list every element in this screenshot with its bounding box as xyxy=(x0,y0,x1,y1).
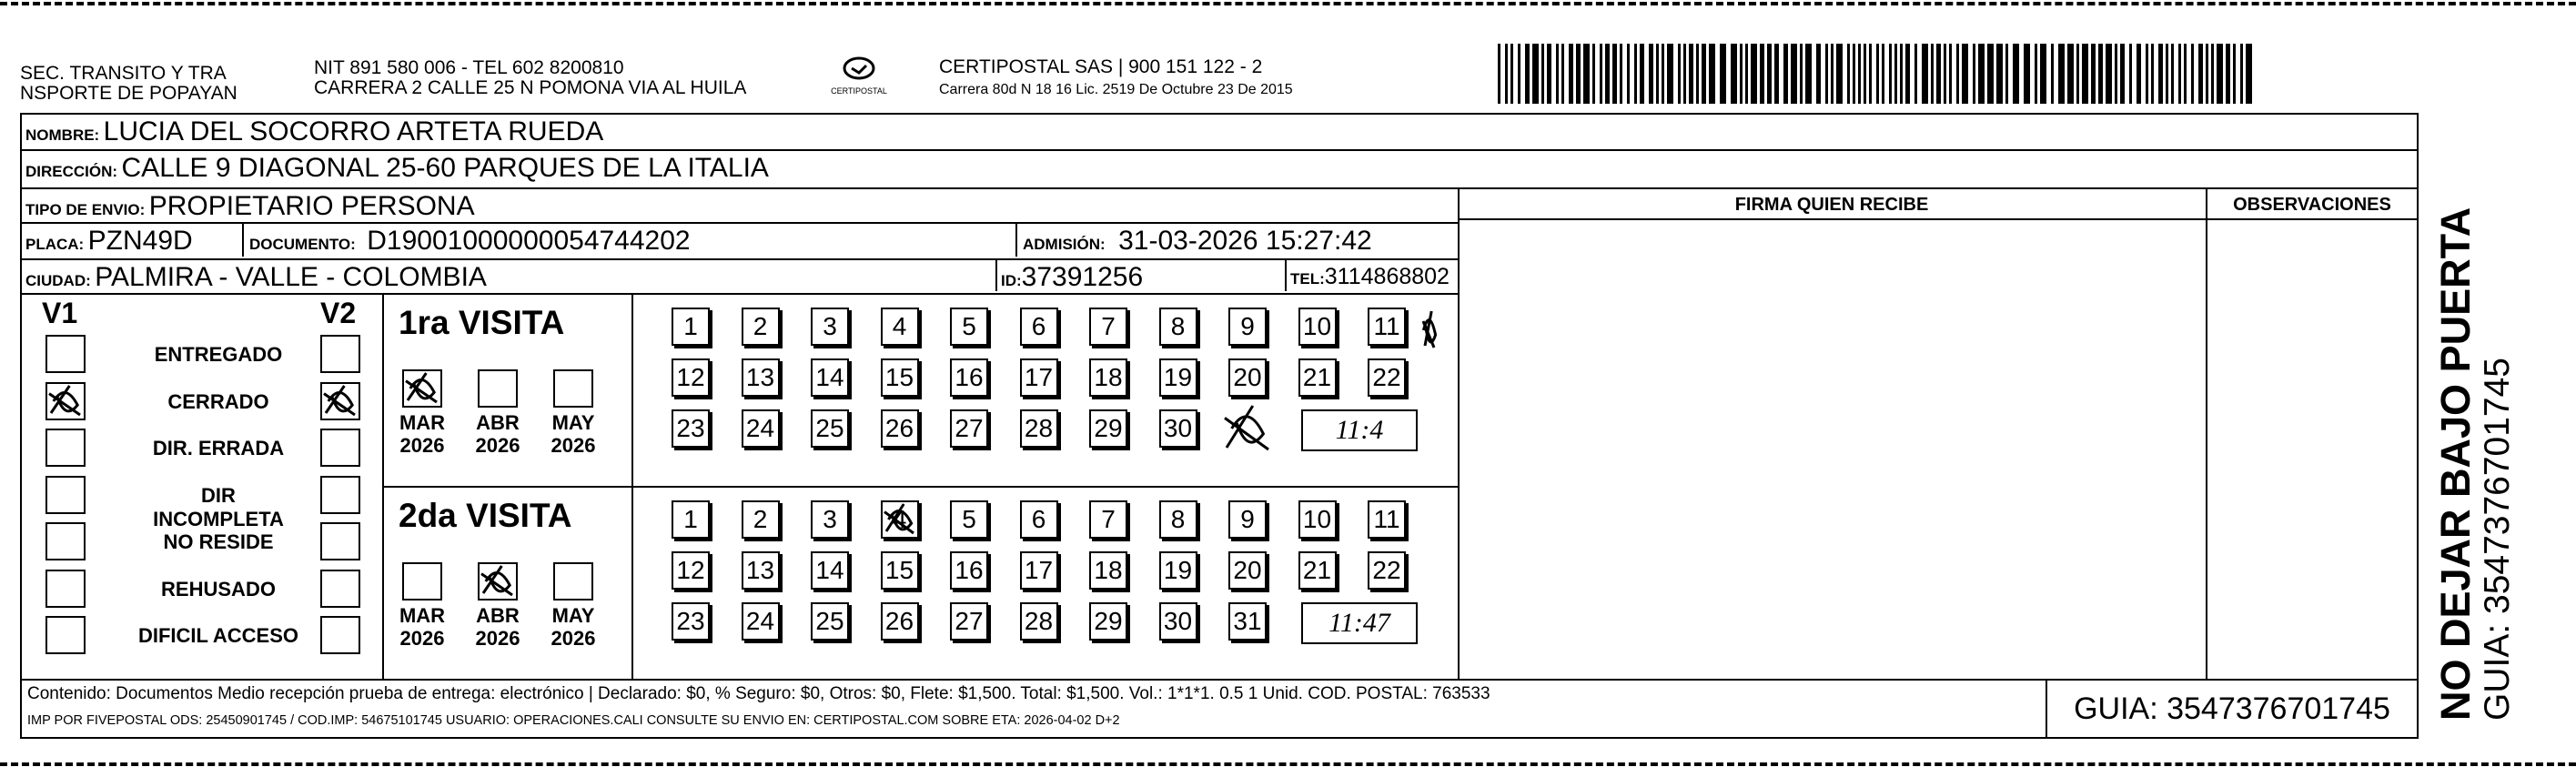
visit-day-box[interactable]: 9 xyxy=(1228,308,1267,346)
barcode-bar xyxy=(1541,44,1544,104)
month-name: MAR xyxy=(399,411,446,434)
barcode-bar xyxy=(1836,44,1843,104)
logo-text: CERTIPOSTAL xyxy=(831,86,887,96)
month-name: ABR xyxy=(476,604,520,627)
visit-day-box[interactable]: 21 xyxy=(1298,551,1337,590)
visit-day-box[interactable]: 3 xyxy=(811,500,849,539)
barcode-bar xyxy=(1858,44,1861,104)
visit-day-box[interactable]: 14 xyxy=(811,551,849,590)
status-option-label: REHUSADO xyxy=(161,577,276,600)
status-v1-checkbox[interactable] xyxy=(45,570,86,608)
month-year: 2026 xyxy=(551,434,596,457)
barcode-bar xyxy=(1689,44,1693,104)
barcode-bar xyxy=(1816,44,1821,104)
divider xyxy=(242,224,244,257)
status-option-label: CERRADO xyxy=(167,389,269,413)
visit-month-mark xyxy=(478,562,518,600)
visit-day-box[interactable]: 10 xyxy=(1298,308,1337,346)
documento-value: D19001000000054744202 xyxy=(367,226,691,256)
barcode-bar xyxy=(1767,44,1772,104)
month-year: 2026 xyxy=(399,627,445,650)
barcode-bar xyxy=(1592,44,1595,104)
placa-value: PZN49D xyxy=(87,226,193,256)
sender-block xyxy=(20,64,237,104)
status-option-label: DIR INCOMPLETA xyxy=(153,483,284,530)
barcode-bar xyxy=(1656,44,1659,104)
visit-day-box[interactable]: 13 xyxy=(742,551,780,590)
barcode-bar xyxy=(1505,44,1508,104)
company-block xyxy=(939,56,1293,98)
visit-day-box[interactable]: 22 xyxy=(1368,358,1406,397)
barcode-bar xyxy=(1569,44,1573,104)
sender-line1: SEC. TRANSITO Y TRA xyxy=(20,63,227,84)
divider xyxy=(20,222,1458,224)
divider xyxy=(20,679,2419,681)
visit-day-box[interactable]: 24 xyxy=(742,409,780,448)
visit-day-box[interactable]: 16 xyxy=(950,551,988,590)
barcode-bar xyxy=(2246,44,2252,104)
barcode-bar xyxy=(1825,44,1828,104)
status-v2-checkbox[interactable] xyxy=(320,570,360,608)
barcode-bar xyxy=(1740,44,1743,104)
barcode-bar xyxy=(1973,44,1975,104)
barcode-bar xyxy=(2151,44,2154,104)
divider xyxy=(1458,187,1460,679)
admision-value: 31-03-2026 15:27:42 xyxy=(1118,226,1372,256)
divider xyxy=(1285,260,1287,291)
barcode-bar xyxy=(1649,44,1653,104)
barcode-bar xyxy=(1900,44,1903,104)
barcode-bar xyxy=(1996,44,2003,104)
barcode-bar xyxy=(2233,44,2236,104)
imp-line: IMP POR FIVEPOSTAL ODS: 25450901745 / COD.IMP: 54675101745 USUARIO: OPERACIONES.CALI CONSULTE SU ENVIO EN: CERTIPOSTAL.COM SOBRE ETA: 2026-04-02 D+2 xyxy=(27,713,1120,728)
visit-day-box[interactable]: 4 xyxy=(881,308,919,346)
barcode-bar xyxy=(1605,44,1610,104)
divider xyxy=(20,149,2419,151)
barcode-bar xyxy=(1760,44,1764,104)
barcode-bar xyxy=(1847,44,1850,104)
id-value: 37391256 xyxy=(1021,262,1144,292)
visit-day-box[interactable]: 1 xyxy=(672,500,710,539)
visit-day-box[interactable]: 30 xyxy=(1159,409,1197,448)
visit-day-box[interactable]: 5 xyxy=(950,500,988,539)
visit-day-box[interactable]: 31 xyxy=(1228,602,1267,641)
month-name: MAR xyxy=(399,604,446,627)
barcode-bar xyxy=(2206,44,2208,104)
status-v2-checkbox[interactable] xyxy=(320,616,360,654)
barcode-bar xyxy=(1662,44,1664,104)
divider xyxy=(1458,218,2419,220)
month-year: 2026 xyxy=(551,627,596,650)
status-v1-checkbox[interactable] xyxy=(45,616,86,654)
visit-day-box[interactable]: 29 xyxy=(1089,602,1127,641)
visit-month-checkbox[interactable] xyxy=(402,562,442,600)
visit-day-box[interactable]: 19 xyxy=(1159,551,1197,590)
barcode-bar xyxy=(2217,44,2223,104)
visit-month-label xyxy=(470,604,525,650)
barcode-bar xyxy=(2198,44,2203,104)
divider xyxy=(382,486,1458,488)
barcode-bar xyxy=(2226,44,2230,104)
no-dejar-text: NO DEJAR BAJO PUERTA xyxy=(2432,207,2479,721)
status-v2-checkbox[interactable] xyxy=(320,522,360,560)
month-name: MAY xyxy=(551,411,595,434)
status-option-label: DIFICIL ACCESO xyxy=(137,624,298,647)
barcode-bar xyxy=(2106,44,2112,104)
direccion-label: DIRECCIÓN: xyxy=(25,163,118,180)
barcode-bar xyxy=(2115,44,2117,104)
divider xyxy=(1015,224,1017,257)
barcode-bar xyxy=(1667,44,1673,104)
barcode-bar xyxy=(1853,44,1855,104)
side-text xyxy=(2433,207,2517,721)
visit-day-box[interactable]: 13 xyxy=(742,358,780,397)
visit-month-label xyxy=(470,411,525,457)
barcode-bar xyxy=(2005,44,2008,104)
visit-day-box[interactable]: 28 xyxy=(1020,602,1058,641)
visit-day-box[interactable]: 23 xyxy=(672,409,710,448)
visit-day-box[interactable]: 26 xyxy=(881,602,919,641)
barcode-bar xyxy=(2166,44,2168,104)
direccion-value: CALLE 9 DIAGONAL 25-60 PARQUES DE LA ITALIA xyxy=(121,153,769,183)
certipostal-logo xyxy=(817,53,901,98)
month-name: MAY xyxy=(551,604,595,627)
barcode-bar xyxy=(2035,44,2037,104)
barcode-bar xyxy=(1731,44,1737,104)
barcode-bar xyxy=(2137,44,2141,104)
visit-day-box[interactable]: 11 xyxy=(1368,308,1406,346)
visit-day-box[interactable]: 4 xyxy=(881,500,919,539)
visit-month-label xyxy=(546,411,601,457)
barcode-bar xyxy=(1518,44,1520,104)
visit-day-box[interactable]: 11 xyxy=(1368,500,1406,539)
visit-day-box[interactable]: 7 xyxy=(1089,500,1127,539)
status-option-label: DIR. ERRADA xyxy=(152,437,285,459)
status-v2-checkbox[interactable] xyxy=(320,335,360,373)
tel-cell xyxy=(1290,264,1450,290)
visit-day-box[interactable]: 15 xyxy=(881,358,919,397)
visit-day-box[interactable]: 29 xyxy=(1089,409,1127,448)
nit-line: NIT 891 580 006 - TEL 602 8200810 xyxy=(314,57,624,78)
ciudad-row xyxy=(25,262,487,293)
barcode-bar xyxy=(1831,44,1834,104)
sender-line2: NSPORTE DE POPAYAN xyxy=(20,83,237,104)
visit-day-mark xyxy=(1221,402,1274,455)
barcode-bar xyxy=(1556,44,1559,104)
month-name: ABR xyxy=(476,411,520,434)
visit-day-box[interactable]: 19 xyxy=(1159,358,1197,397)
admision-label: ADMISIÓN: xyxy=(1023,236,1106,253)
visit-day-mark xyxy=(881,500,919,539)
barcode-bar xyxy=(1978,44,1985,104)
barcode-bar xyxy=(1944,44,1946,104)
barcode-bar xyxy=(1956,44,1959,104)
visit-day-box[interactable]: 8 xyxy=(1159,308,1197,346)
barcode-bar xyxy=(2240,44,2243,104)
month-year: 2026 xyxy=(475,627,520,650)
visit-day-box[interactable]: 10 xyxy=(1298,500,1337,539)
barcode-bar xyxy=(1696,44,1699,104)
visit-day-box[interactable]: 21 xyxy=(1298,358,1337,397)
barcode-bar xyxy=(1905,44,1910,104)
barcode-bar xyxy=(1702,44,1706,104)
barcode-bar xyxy=(1876,44,1879,104)
visit-day-box[interactable]: 23 xyxy=(672,602,710,641)
visit-month-mark xyxy=(402,369,442,408)
barcode-bar xyxy=(1634,44,1637,104)
status-v1-checkbox[interactable] xyxy=(45,476,86,514)
month-year: 2026 xyxy=(475,434,520,457)
ciudad-value: PALMIRA - VALLE - COLOMBIA xyxy=(95,262,487,292)
barcode-bar xyxy=(2158,44,2163,104)
barcode-bar xyxy=(1612,44,1617,104)
barcode-bar xyxy=(1547,44,1551,104)
barcode-bar xyxy=(1791,44,1797,104)
divider xyxy=(995,260,997,291)
visit-day-box[interactable]: 30 xyxy=(1159,602,1197,641)
handwritten-time: 11:4 xyxy=(1301,409,1418,451)
footer-guia: GUIA: 3547376701745 xyxy=(2074,691,2390,726)
barcode-bar xyxy=(2040,44,2046,104)
visit-day-box[interactable]: 7 xyxy=(1089,308,1127,346)
barcode-bar xyxy=(2098,44,2103,104)
status-v2-checkbox[interactable] xyxy=(320,429,360,467)
barcode-bar xyxy=(1962,44,1968,104)
visit-day-box[interactable]: 18 xyxy=(1089,551,1127,590)
placa-label: PLACA: xyxy=(25,236,85,253)
nit-block xyxy=(314,58,746,98)
id-cell xyxy=(1001,262,1143,293)
barcode-bar xyxy=(2129,44,2132,104)
barcode-bar xyxy=(1620,44,1622,104)
barcode-bar xyxy=(1678,44,1681,104)
documento-label: DOCUMENTO: xyxy=(249,236,356,253)
company-line: CERTIPOSTAL SAS | 900 151 122 - 2 xyxy=(939,56,1263,77)
barcode-bar xyxy=(1805,44,1812,104)
barcode-bar xyxy=(2146,44,2148,104)
nombre-label: NOMBRE: xyxy=(25,126,100,144)
placa-row xyxy=(25,226,193,257)
barcode-bar xyxy=(2024,44,2030,104)
visit-day-box[interactable]: 20 xyxy=(1228,551,1267,590)
barcode-bar xyxy=(2013,44,2019,104)
bottom-tear-line xyxy=(0,762,2576,766)
barcode-bar xyxy=(2211,44,2214,104)
visit-day-box[interactable]: 12 xyxy=(672,358,710,397)
visit-day-box[interactable]: 15 xyxy=(881,551,919,590)
barcode-bar xyxy=(1583,44,1590,104)
barcode-bar xyxy=(2091,44,2096,104)
status-v1-mark xyxy=(45,382,86,420)
visit-day-box[interactable]: 2 xyxy=(742,500,780,539)
v1-header: V1 xyxy=(42,297,78,329)
barcode-bar xyxy=(1510,44,1513,104)
barcode-bar xyxy=(2120,44,2125,104)
visit-month-checkbox[interactable] xyxy=(478,369,518,408)
visit-month-label xyxy=(395,411,450,457)
month-year: 2026 xyxy=(399,434,445,457)
barcode-bar xyxy=(1532,44,1539,104)
visit-day-box[interactable]: 16 xyxy=(950,358,988,397)
visit-month-checkbox[interactable] xyxy=(553,562,593,600)
barcode-bar xyxy=(2184,44,2187,104)
visit-day-box[interactable]: 6 xyxy=(1020,500,1058,539)
barcode-bar xyxy=(2076,44,2079,104)
visit-day-box[interactable]: 18 xyxy=(1089,358,1127,397)
barcode-bar xyxy=(2058,44,2065,104)
barcode-bar xyxy=(1745,44,1748,104)
barcode-bar xyxy=(2191,44,2194,104)
firma-header: FIRMA QUIEN RECIBE xyxy=(1734,195,1929,215)
status-v1-checkbox[interactable] xyxy=(45,335,86,373)
tel-value: 3114868802 xyxy=(1324,264,1450,289)
visit-day-box[interactable]: 6 xyxy=(1020,308,1058,346)
barcode-bar xyxy=(1987,44,1994,104)
barcode-bar xyxy=(1498,44,1500,104)
status-v1-checkbox[interactable] xyxy=(45,522,86,560)
visit-day-box[interactable]: 12 xyxy=(672,551,710,590)
signature-area[interactable] xyxy=(1465,226,2198,671)
visit-month-label xyxy=(546,604,601,650)
handwritten-mark xyxy=(1419,308,1440,353)
admision-cell xyxy=(1023,226,1372,257)
barcode-bar xyxy=(1525,44,1530,104)
barcode-bar xyxy=(1600,44,1602,104)
status-v1-checkbox[interactable] xyxy=(45,429,86,467)
direccion-row xyxy=(25,153,769,184)
visit-day-box[interactable]: 27 xyxy=(950,409,988,448)
visit-day-box[interactable]: 24 xyxy=(742,602,780,641)
side-guia: GUIA: 3547376701745 xyxy=(2478,358,2517,721)
divider xyxy=(20,258,1458,260)
status-v2-mark xyxy=(320,382,360,420)
status-option-label: NO RESIDE xyxy=(163,530,274,553)
nombre-value: LUCIA DEL SOCORRO ARTETA RUEDA xyxy=(103,116,604,146)
address-line: CARRERA 2 CALLE 25 N POMONA VIA AL HUILA xyxy=(314,77,747,98)
handwritten-time: 11:47 xyxy=(1301,602,1418,644)
barcode-bar xyxy=(1882,44,1884,104)
barcode-bar xyxy=(1894,44,1897,104)
barcode xyxy=(1498,44,2257,104)
visit-day-box[interactable]: 20 xyxy=(1228,358,1267,397)
visit-day-box[interactable]: 2 xyxy=(742,308,780,346)
barcode-bar xyxy=(1922,44,1928,104)
nombre-row xyxy=(25,116,603,147)
barcode-bar xyxy=(1751,44,1757,104)
barcode-bar xyxy=(2178,44,2181,104)
company-address: Carrera 80d N 18 16 Lic. 2519 De Octubre 23 De 2015 xyxy=(939,82,1293,97)
ciudad-label: CIUDAD: xyxy=(25,272,91,289)
documento-cell xyxy=(249,226,691,257)
barcode-bar xyxy=(1869,44,1872,104)
visit-day-box[interactable]: 26 xyxy=(881,409,919,448)
visit2-title: 2da VISITA xyxy=(399,497,572,534)
visit-day-box[interactable]: 17 xyxy=(1020,551,1058,590)
barcode-bar xyxy=(1889,44,1892,104)
visit-day-box[interactable]: 28 xyxy=(1020,409,1058,448)
status-v2-checkbox[interactable] xyxy=(320,476,360,514)
barcode-bar xyxy=(1931,44,1934,104)
barcode-bar xyxy=(1640,44,1644,104)
barcode-bar xyxy=(1800,44,1803,104)
barcode-bar xyxy=(1683,44,1686,104)
visit-day-box[interactable]: 17 xyxy=(1020,358,1058,397)
visit-day-box[interactable]: 1 xyxy=(672,308,710,346)
barcode-bar xyxy=(2171,44,2174,104)
visit-day-box[interactable]: 25 xyxy=(811,602,849,641)
barcode-bar xyxy=(1709,44,1715,104)
barcode-bar xyxy=(1864,44,1866,104)
tel-label: TEL: xyxy=(1290,270,1325,288)
observaciones-header: OBSERVACIONES xyxy=(2233,195,2391,215)
visit-day-box[interactable]: 5 xyxy=(950,308,988,346)
visit-day-box[interactable]: 25 xyxy=(811,409,849,448)
barcode-bar xyxy=(1936,44,1941,104)
barcode-bar xyxy=(2051,44,2054,104)
visit1-title: 1ra VISITA xyxy=(399,304,565,341)
visit-day-box[interactable]: 9 xyxy=(1228,500,1267,539)
observaciones-area[interactable] xyxy=(2213,226,2411,671)
v2-header: V2 xyxy=(320,297,357,329)
status-option-label: ENTREGADO xyxy=(154,343,283,366)
visit-month-checkbox[interactable] xyxy=(553,369,593,408)
divider xyxy=(2206,187,2207,679)
visit-day-box[interactable]: 22 xyxy=(1368,551,1406,590)
top-tear-line xyxy=(0,2,2576,5)
visit-day-box[interactable]: 8 xyxy=(1159,500,1197,539)
id-label: ID: xyxy=(1001,272,1022,289)
contenido-line: Contenido: Documentos Medio recepción prueba de entrega: electrónico | Declarado: $0, % Seguro: $0, Otros: $0, Flete: $1,500. Total: $1,500. Vol.: 1*1*1. 0.5 1 Unid. COD. POSTAL: 763533 xyxy=(27,684,1490,703)
visit-day-box[interactable]: 27 xyxy=(950,602,988,641)
barcode-bar xyxy=(1783,44,1788,104)
barcode-bar xyxy=(1720,44,1726,104)
barcode-bar xyxy=(1561,44,1564,104)
visit-month-label xyxy=(395,604,450,650)
barcode-bar xyxy=(1949,44,1952,104)
divider xyxy=(20,293,1458,295)
tipo-value: PROPIETARIO PERSONA xyxy=(148,191,475,221)
barcode-bar xyxy=(1576,44,1581,104)
barcode-bar xyxy=(1774,44,1779,104)
barcode-bar xyxy=(1627,44,1630,104)
tipo-label: TIPO DE ENVIO: xyxy=(25,201,146,218)
tipo-row xyxy=(25,191,475,222)
visit-day-box[interactable]: 3 xyxy=(811,308,849,346)
barcode-bar xyxy=(1914,44,1917,104)
barcode-bar xyxy=(2067,44,2074,104)
barcode-bar xyxy=(2082,44,2088,104)
divider xyxy=(20,187,2419,189)
visit-day-box[interactable]: 14 xyxy=(811,358,849,397)
